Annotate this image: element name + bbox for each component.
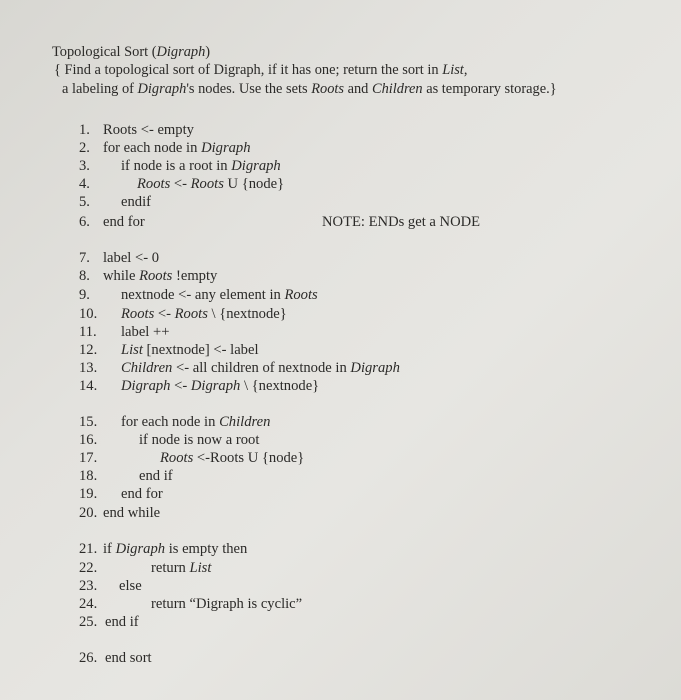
line-number: 1. (79, 122, 90, 138)
code-segment: end if (105, 614, 139, 630)
line-number: 13. (79, 360, 98, 376)
code-text (121, 194, 151, 211)
code-text (121, 287, 318, 304)
code-segment: [nextnode] <- label (142, 342, 259, 358)
code-text (105, 650, 152, 667)
code-segment: for each node in (103, 140, 202, 156)
code-identifier: Digraph (350, 360, 400, 376)
code-identifier: Roots (139, 268, 173, 284)
code-text (121, 486, 163, 503)
code-text (103, 250, 159, 267)
code-identifier: Digraph (201, 140, 251, 156)
code-text (103, 214, 145, 231)
code-identifier: List (121, 342, 143, 358)
note-text: NOTE: ENDs get a NODE (322, 214, 481, 230)
code-segment: for each node in (121, 414, 220, 430)
line-number: 16. (79, 432, 98, 448)
code-segment: U {node} (223, 176, 285, 192)
code-segment: <- all children of nextnode in (172, 360, 351, 376)
code-identifier: Children (219, 414, 271, 430)
code-text (151, 596, 302, 613)
code-identifier: List (189, 560, 212, 576)
code-segment: end if (139, 468, 173, 484)
line-number: 4. (79, 176, 90, 192)
line-number: 12. (79, 342, 98, 358)
code-segment: end for (103, 214, 145, 230)
code-segment: <- (154, 306, 175, 322)
code-identifier: Roots (284, 287, 318, 303)
line-number: 8. (79, 268, 90, 284)
line-number: 25. (79, 614, 98, 630)
code-text (121, 306, 287, 323)
code-segment: is empty then (165, 541, 248, 557)
code-text (121, 342, 259, 359)
code-text (160, 450, 304, 467)
code-text (103, 122, 194, 139)
line-number: 15. (79, 414, 98, 430)
code-segment: <- (170, 176, 191, 192)
code-text (121, 158, 281, 175)
code-segment: if (103, 541, 116, 557)
code-segment: return (151, 560, 190, 576)
code-text (139, 468, 173, 485)
line-number: 18. (79, 468, 98, 484)
description-line-2: a labeling of Digraph's nodes. Use the sets Roots and Children as temporary storage.} (62, 81, 557, 97)
line-number: 2. (79, 140, 90, 156)
description-line-1: { Find a topological sort of Digraph, if it has one; return the sort in List, (54, 62, 468, 78)
code-text (105, 614, 139, 631)
code-segment: else (119, 578, 142, 594)
code-segment: nextnode <- any element in (121, 287, 285, 303)
code-text (103, 541, 247, 558)
code-text (103, 268, 217, 285)
code-text (121, 360, 400, 377)
code-text (121, 378, 319, 395)
code-segment: if node is a root in (121, 158, 232, 174)
code-text (103, 140, 251, 157)
line-number: 3. (79, 158, 90, 174)
code-text (103, 505, 160, 522)
line-number: 19. (79, 486, 98, 502)
code-identifier: Digraph (115, 541, 166, 557)
code-segment: if node is now a root (139, 432, 260, 448)
line-number: 24. (79, 596, 98, 612)
line-number: 10. (79, 306, 98, 322)
code-identifier: Roots (137, 176, 171, 192)
line-number: 14. (79, 378, 98, 394)
line-number: 6. (79, 214, 90, 230)
line-number: 5. (79, 194, 90, 210)
line-number: 23. (79, 578, 98, 594)
line-number: 20. (79, 505, 98, 521)
code-identifier: Children (121, 360, 173, 376)
code-text (137, 176, 284, 193)
line-number: 26. (79, 650, 98, 666)
code-identifier: Digraph (121, 378, 171, 394)
code-text (121, 324, 169, 341)
code-text (119, 578, 142, 595)
code-segment: end sort (105, 650, 152, 666)
line-number: 7. (79, 250, 90, 266)
code-segment: label <- 0 (103, 250, 160, 266)
code-identifier: Roots (121, 306, 155, 322)
code-segment: return “Digraph is cyclic” (151, 596, 303, 612)
line-number: 17. (79, 450, 98, 466)
code-segment: end for (121, 486, 163, 502)
code-identifier: Roots (160, 450, 194, 466)
line-number: 11. (79, 324, 97, 340)
line-number: 21. (79, 541, 98, 557)
page-title: Topological Sort (Digraph) (52, 44, 211, 60)
code-segment: end while (103, 505, 161, 521)
code-segment: !empty (172, 268, 218, 284)
code-segment: \ {nextnode} (207, 306, 287, 322)
code-identifier: Digraph (231, 158, 281, 174)
code-segment: endif (121, 194, 151, 210)
code-text (151, 560, 211, 577)
code-segment: Roots <- empty (103, 122, 194, 138)
code-segment: <- (170, 378, 191, 394)
code-segment: <-Roots U {node} (193, 450, 305, 466)
line-number: 22. (79, 560, 98, 576)
code-segment: label ++ (121, 324, 170, 340)
code-identifier: Roots (190, 176, 224, 192)
code-identifier: Roots (174, 306, 208, 322)
code-identifier: Digraph (190, 378, 241, 394)
line-number: 9. (79, 287, 90, 303)
code-text (139, 432, 259, 449)
code-text (121, 414, 270, 431)
code-segment: while (103, 268, 140, 284)
code-segment: \ {nextnode} (240, 378, 320, 394)
